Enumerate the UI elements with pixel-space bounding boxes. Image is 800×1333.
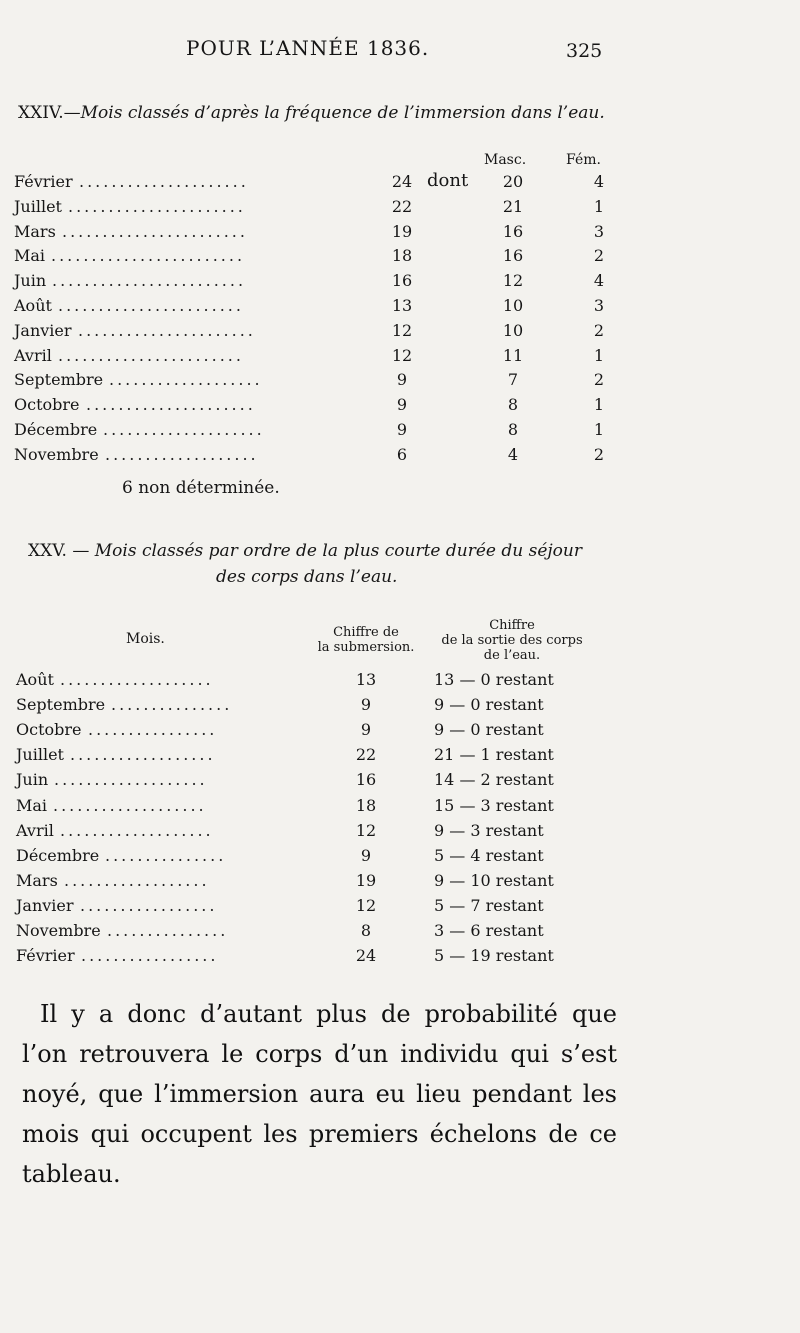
month-name: Octobre <box>14 395 80 415</box>
masc-value: 10 <box>502 296 524 315</box>
leader-dots: .................. <box>70 745 216 765</box>
sortie-value: 9 — 0 restant <box>434 695 544 715</box>
leader-dots: ............... <box>105 845 227 865</box>
total-value: 13 <box>391 296 413 315</box>
total-value: 9 <box>396 370 408 390</box>
immersion-value: 13 <box>355 670 377 689</box>
sortie-value: 21 — 1 restant <box>434 745 554 765</box>
leader-dots: .................... <box>103 420 265 439</box>
immersion-value: 9 <box>360 845 372 865</box>
leader-dots: ....................... <box>62 221 248 241</box>
month-name: Novembre <box>16 921 101 940</box>
table-row <box>14 445 614 469</box>
leader-dots: ................... <box>54 770 208 790</box>
table-row <box>14 346 614 370</box>
table-row <box>16 871 616 896</box>
table-row <box>14 395 614 419</box>
month-name: Novembre <box>14 444 99 464</box>
total-value: 12 <box>391 320 413 340</box>
sortie-value: 9 — 0 restant <box>434 720 544 740</box>
total-value: 9 <box>396 395 408 415</box>
masc-value: 11 <box>502 345 524 365</box>
immersion-value: 8 <box>360 921 372 940</box>
fem-value: 2 <box>593 320 605 340</box>
month-name: Septembre <box>16 695 106 715</box>
masc-value: 20 <box>502 172 524 191</box>
masc-value: 12 <box>502 271 524 291</box>
month-name: Mars <box>14 221 56 241</box>
total-value: 22 <box>391 196 413 216</box>
leader-dots: ................. <box>81 946 219 966</box>
leader-dots: ........................ <box>51 246 246 266</box>
sortie-value: 5 — 7 restant <box>434 895 544 915</box>
table-row <box>14 222 614 246</box>
section-title-line1: Mois classés par ordre de la plus courte durée du séjour <box>94 541 582 561</box>
header-line: Chiffre de <box>333 625 399 640</box>
month-name: Janvier <box>16 895 74 915</box>
leader-dots: ............... <box>107 921 229 940</box>
leader-dots: ................... <box>53 795 207 815</box>
masc-value: 8 <box>507 420 519 439</box>
sortie-value: 5 — 4 restant <box>434 845 544 865</box>
masc-value: 16 <box>502 221 524 241</box>
table-row <box>16 670 616 695</box>
month-name: Décembre <box>16 845 100 865</box>
immersion-value: 12 <box>355 895 377 915</box>
dont-word: dont <box>427 170 469 191</box>
header-line: la submersion. <box>317 640 415 655</box>
month-name: Avril <box>14 345 52 365</box>
immersion-value: 16 <box>355 770 377 790</box>
month-name: Octobre <box>16 720 82 740</box>
leader-dots: ...................... <box>68 196 246 216</box>
month-name: Juin <box>14 271 47 291</box>
month-name: Janvier <box>14 320 72 340</box>
month-name: Avril <box>16 820 54 840</box>
table-row <box>14 246 614 270</box>
column-header-mois: Mois. <box>126 631 165 647</box>
total-value: 18 <box>391 246 413 266</box>
fem-value: 1 <box>593 395 605 415</box>
fem-value: 1 <box>593 345 605 365</box>
leader-dots: ....................... <box>58 345 244 365</box>
month-name: Août <box>14 296 52 315</box>
month-name: Mars <box>16 870 58 890</box>
table-row <box>16 770 616 795</box>
sortie-value: 3 — 6 restant <box>434 921 544 940</box>
table-row <box>16 745 616 770</box>
sortie-value: 9 — 10 restant <box>434 870 554 890</box>
month-name: Décembre <box>14 420 98 439</box>
section-title-xxiv <box>18 103 605 123</box>
sortie-value: 14 — 2 restant <box>434 770 554 790</box>
fem-value: 3 <box>593 296 605 315</box>
leader-dots: ................ <box>88 720 218 740</box>
column-header-masc: Masc. <box>484 152 527 168</box>
leader-dots: ..................... <box>79 172 249 191</box>
fem-value: 1 <box>593 420 605 439</box>
table-row <box>14 420 614 444</box>
month-name: Juillet <box>14 196 62 216</box>
table-row <box>16 695 616 720</box>
table-row <box>16 921 616 946</box>
masc-value: 4 <box>507 444 519 464</box>
month-name: Septembre <box>14 370 104 390</box>
header-line: de la sortie des corps <box>441 633 583 648</box>
column-header-fem: Fém. <box>566 152 601 168</box>
immersion-value: 18 <box>355 795 377 815</box>
table-row <box>14 197 614 221</box>
fem-value: 1 <box>593 196 605 216</box>
total-value: 16 <box>391 271 413 291</box>
table-row <box>16 720 616 745</box>
leader-dots: ................... <box>60 670 214 689</box>
masc-value: 7 <box>507 370 519 390</box>
table-row <box>14 296 614 320</box>
fem-value: 4 <box>593 271 605 291</box>
sortie-value: 9 — 3 restant <box>434 820 544 840</box>
header-line: Chiffre <box>489 618 535 633</box>
month-name: Février <box>14 172 73 191</box>
section-title-line2: des corps dans l’eau. <box>216 567 398 587</box>
leader-dots: ................. <box>80 895 218 915</box>
sortie-value: 13 — 0 restant <box>434 670 554 689</box>
masc-value: 21 <box>502 196 524 216</box>
masc-value: 16 <box>502 246 524 266</box>
leader-dots: ................... <box>105 444 259 464</box>
sortie-value: 5 — 19 restant <box>434 946 554 966</box>
header-line: de l’eau. <box>483 648 541 663</box>
section-number: XXIV.— <box>18 103 81 123</box>
leader-dots: ....................... <box>58 296 244 315</box>
immersion-value: 9 <box>360 720 372 740</box>
month-name: Juillet <box>16 745 64 765</box>
table-row <box>16 896 616 921</box>
fem-value: 2 <box>593 370 605 390</box>
fem-value: 3 <box>593 221 605 241</box>
table-row <box>14 271 614 295</box>
running-head: POUR L’ANNÉE 1836. <box>186 36 430 60</box>
leader-dots: ..................... <box>86 395 256 415</box>
table-row <box>14 172 614 196</box>
table-row <box>14 321 614 345</box>
masc-value: 10 <box>502 320 524 340</box>
total-value: 6 <box>396 444 408 464</box>
column-header-immersion <box>316 625 416 655</box>
month-name: Février <box>16 946 75 966</box>
total-value: 24 <box>391 172 413 191</box>
leader-dots: ...................... <box>78 320 256 340</box>
immersion-value: 12 <box>355 820 377 840</box>
total-value: 19 <box>391 221 413 241</box>
table-note: 6 non déterminée. <box>122 478 280 498</box>
table-row <box>16 946 616 971</box>
immersion-value: 9 <box>360 695 372 715</box>
immersion-value: 22 <box>355 745 377 765</box>
page-number: 325 <box>566 40 603 62</box>
fem-value: 2 <box>593 246 605 266</box>
table-row <box>14 370 614 394</box>
total-value: 9 <box>396 420 408 439</box>
paragraph-text: Il y a donc d’autant plus de probabilité que l’on retrouvera le corps d’un individu qui s’est noyé, que l’immersion aura eu lieu pendant les mois qui occupent les premiers échelons de ce tableau. <box>22 1000 617 1188</box>
month-name: Août <box>16 670 54 689</box>
section-title-text: Mois classés d’après la fréquence de l’immersion dans l’eau. <box>80 103 605 123</box>
body-paragraph <box>22 994 617 1194</box>
month-name: Mai <box>14 246 46 266</box>
immersion-value: 24 <box>355 946 377 966</box>
sortie-value: 15 — 3 restant <box>434 795 554 815</box>
fem-value: 2 <box>593 444 605 464</box>
masc-value: 8 <box>507 395 519 415</box>
column-header-sortie <box>432 618 592 663</box>
leader-dots: ........................ <box>52 271 247 291</box>
table-row <box>16 846 616 871</box>
section-number: XXV. — <box>28 541 90 561</box>
table-row <box>16 821 616 846</box>
immersion-value: 19 <box>355 870 377 890</box>
leader-dots: ................... <box>109 370 263 390</box>
section-title-xxv <box>28 541 582 561</box>
leader-dots: ................... <box>60 820 214 840</box>
fem-value: 4 <box>593 172 605 191</box>
leader-dots: ............... <box>111 695 233 715</box>
month-name: Mai <box>16 795 48 815</box>
total-value: 12 <box>391 345 413 365</box>
table-row <box>16 796 616 821</box>
leader-dots: .................. <box>64 870 210 890</box>
month-name: Juin <box>16 770 49 790</box>
